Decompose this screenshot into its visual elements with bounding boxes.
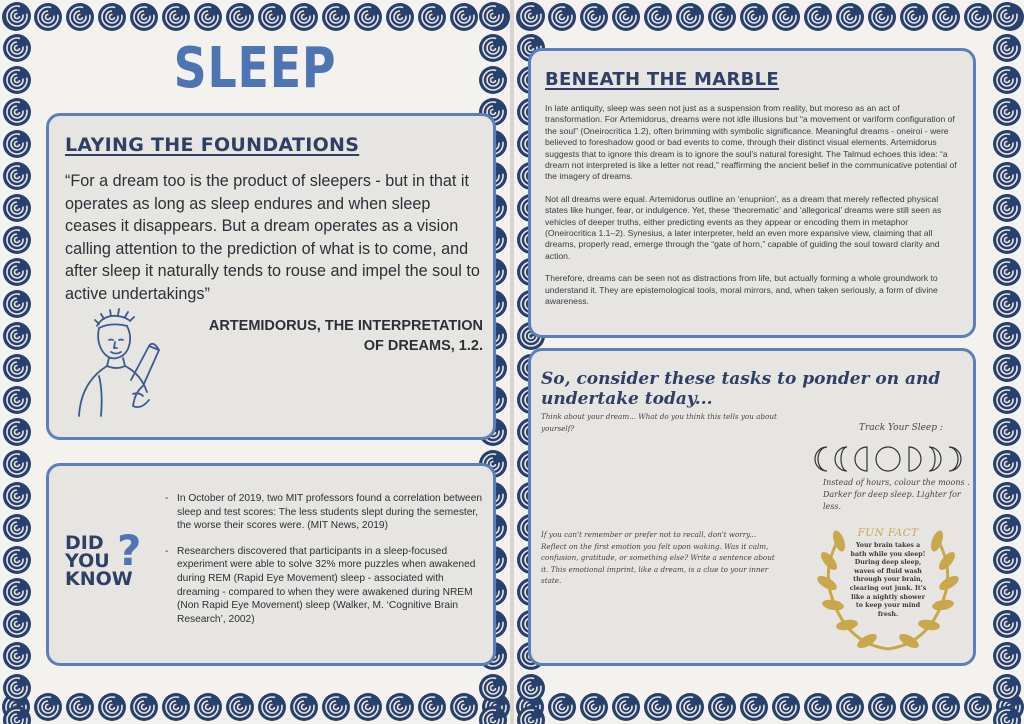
greek-maze-border-right <box>990 0 1024 724</box>
greek-maze-border-top <box>514 0 1024 34</box>
right-page <box>514 0 1024 724</box>
greek-maze-border-left <box>0 0 34 724</box>
quote-attribution <box>193 316 483 356</box>
foundations-heading: LAYING THE FOUNDATIONS <box>65 134 360 156</box>
last-quarter-icon <box>909 447 921 471</box>
full-moon-icon <box>876 447 900 471</box>
badge-line-3: KNOW <box>65 568 133 590</box>
greek-maze-border-bottom <box>0 690 510 724</box>
page-title: SLEEP <box>173 36 337 101</box>
moon-phase-tracker <box>813 445 963 473</box>
waxing-crescent-2-icon <box>835 447 847 471</box>
greek-maze-border-bottom <box>514 690 1024 724</box>
marble-heading: BENEATH THE MARBLE <box>545 69 780 90</box>
attribution-line-2: OF DREAMS, 1.2. <box>363 338 483 354</box>
fact-item: - Researchers discovered that participants in a sleep-focused experiment were able to solve 32% more puzzles when awakened during REM (Rapid Eye Movement) sleep - associated with dreaming - compared to when they were awakened during NREM (Non Rapid Eye Movement) sleep (Walker, M. ‘Cognitive Brain Research’, 2002) <box>165 545 485 627</box>
first-quarter-icon <box>855 447 867 471</box>
emotion-prompt-body: Reflect on the first emotion you felt upon waking. Was it calm, confusion, gratitude, or something else? Write a sentence about it. This emotional imprint, like a dream, is a clue to your inner state. <box>541 541 775 585</box>
track-note-line-1: Instead of hours, colour the moons . <box>823 478 970 487</box>
track-note-line-2: Darker for deep sleep. Lighter for less. <box>823 490 961 511</box>
left-page <box>0 0 510 724</box>
dream-quote: “For a dream too is the product of sleepers - but in that it operates as long as sleep endures and when sleep ceases it disappears. But a dream operates as a vision calling attention to the prediction of what is to come, and after sleep it naturally tends to rouse and impel the soul to active undertakings” <box>65 172 480 303</box>
foundations-panel <box>46 113 496 440</box>
badge-line-2: YOU <box>65 550 110 572</box>
badge-line-1: DID <box>65 532 104 554</box>
track-sleep-title: Track Your Sleep : <box>859 423 943 433</box>
marble-paragraph: Therefore, dreams can be seen not as distractions from life, but actually forming a whole groundwork to understand it. They are epistemological tools, moral mirrors, and, when taken seriously, a form of divine awareness. <box>545 273 938 307</box>
waning-crescent-icon <box>949 447 961 471</box>
waxing-crescent-icon <box>815 447 827 471</box>
emotion-prompt-line-1: If you can't remember or prefer not to recall, don't worry... <box>541 530 757 539</box>
question-mark-icon: ? <box>117 526 142 575</box>
fun-fact-title: FUN FACT <box>857 527 919 539</box>
marble-paragraph: In late antiquity, sleep was seen not just as a suspension from reality, but moreso as an act of transformation. For Artemidorus, dreams were not idle illusions but “a movement or variform configuration of the soul” (Oneirocritica 1.2), often brimming with symbolic significance. Meaningful dreams - oneiroi - were believed to foreshadow good or bad events to come, through their distinct visual elements. Artemidorus suggests that to ignore this dream is to ignore the soul’s natural foresight. The Talmud echoes this idea: “a dream not interpreted is like a letter not read,” reaffirming the ancient belief in the communicative potential of the imagery of dreams. <box>545 103 957 182</box>
did-you-know-badge <box>65 526 155 590</box>
did-you-know-panel <box>46 463 496 666</box>
facts-list <box>165 492 485 638</box>
fun-fact-text: Your brain takes a bath while you sleep! During deep sleep, waves of fluid wash through your brain, clearing out junk. It's like a nightly shower to keep your mind fresh. <box>849 542 927 618</box>
greek-maze-border-top <box>0 0 510 34</box>
track-sleep-note <box>823 477 973 513</box>
marble-paragraph: Not all dreams were equal. Artemidorus outline an ‘enupnion’, as a dream that merely reflected physical states like hunger, fear, or indulgence. Yet, these ‘theorematic’ and ‘allegorical’ dreams were still seen as vehicles of deeper truths, either predicting events as they appear or encoding them in metaphor (Oneirocritica 1.1–2). Synesius, a later interpreter, held an even more expansive view, claiming that all dreams, properly read, emerge through the “gate of horn,” capable of guiding the soul toward clarity and action. <box>545 193 942 261</box>
tasks-panel <box>528 348 976 666</box>
attribution-line-1: ARTEMIDORUS, THE INTERPRETATION <box>208 318 483 334</box>
emotion-prompt <box>541 529 776 587</box>
tasks-heading: So, consider these tasks to ponder on and undertake today... <box>541 369 941 409</box>
fact-item: - In October of 2019, two MIT professors found a correlation between sleep and test scores: The less students slept during the semester, the worse their scores were. (MIT News, 2019) <box>165 492 485 533</box>
waning-crescent-2-icon <box>929 447 941 471</box>
dream-prompt: Think about your dream... What do you think this tells you about yourself? <box>541 412 777 433</box>
scholar-with-scroll-icon <box>69 306 169 418</box>
fun-fact <box>847 527 929 619</box>
marble-body <box>545 103 959 319</box>
marble-panel <box>528 48 976 338</box>
